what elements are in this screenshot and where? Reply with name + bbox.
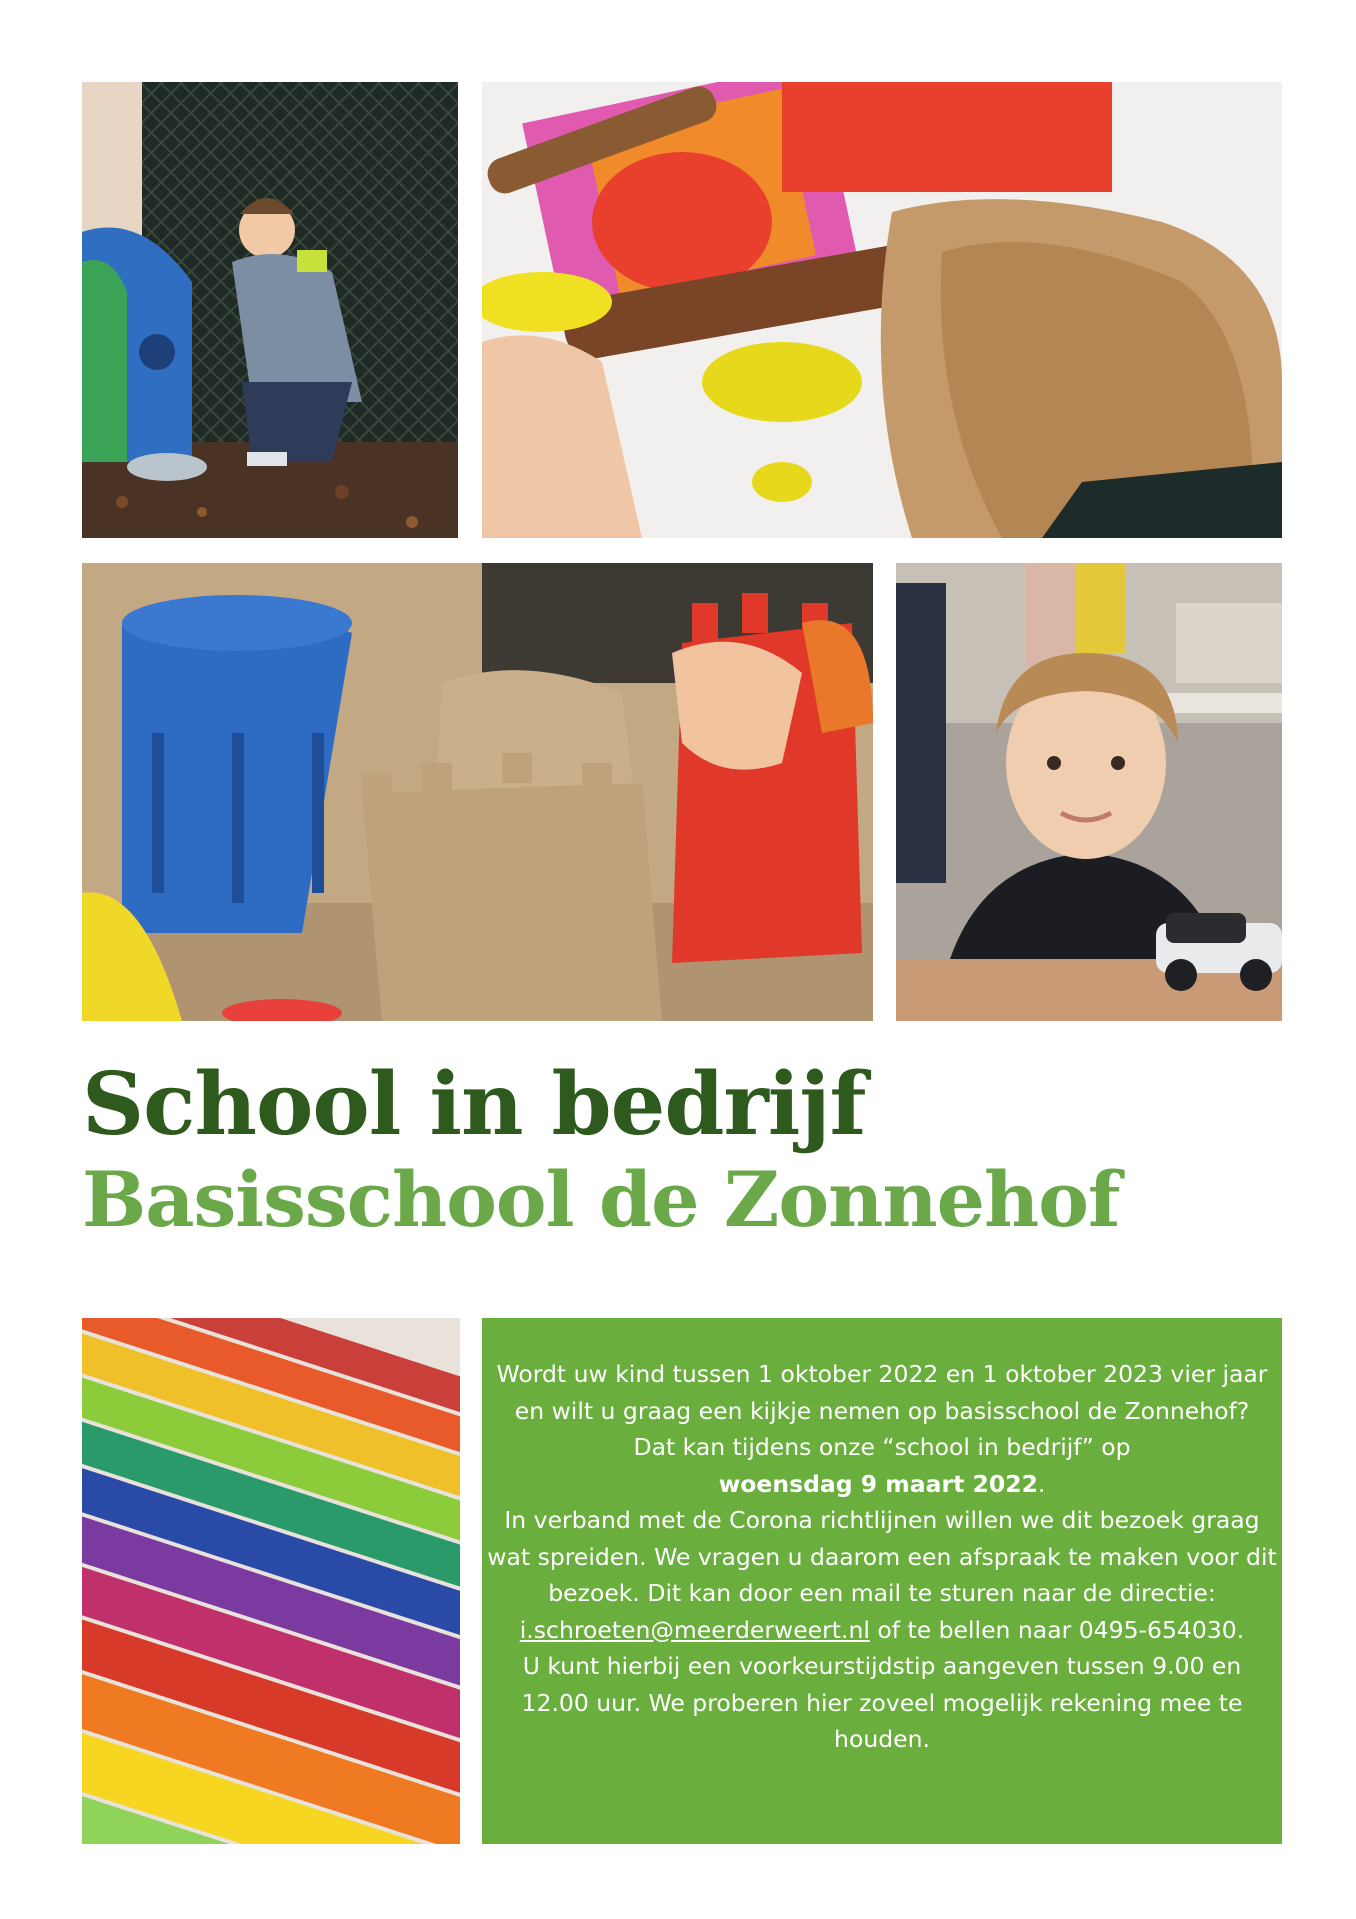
photo-xylophone xyxy=(82,1318,460,1844)
info-phone: 0495-654030. xyxy=(1078,1615,1245,1644)
page-title: School in bedrijf xyxy=(82,1054,866,1155)
info-phone-prefix: of te bellen naar xyxy=(877,1615,1072,1644)
photo-playdough xyxy=(482,82,1282,538)
info-event-line: Dat kan tijdens onze “school in bedrijf” op xyxy=(633,1433,1131,1461)
email-link[interactable]: i.schroeten@meerderweert.nl xyxy=(519,1615,870,1644)
info-event-date-line xyxy=(486,1466,1278,1503)
info-event-date: woensdag 9 maart 2022 xyxy=(718,1469,1038,1498)
photo-sandcastle xyxy=(82,563,873,1021)
info-event-date-suffix: . xyxy=(1037,1469,1046,1498)
photo-boy-portrait xyxy=(896,563,1282,1021)
page-subtitle: Basisschool de Zonnehof xyxy=(82,1155,1120,1244)
info-box xyxy=(482,1318,1282,1844)
info-corona-text: In verband met de Corona richtlijnen willen we dit bezoek graag wat spreiden. We vragen u daarom een afspraak te maken voor dit bezoek. Dit kan door een mail te sturen naar de directie: xyxy=(487,1506,1277,1607)
photo-boy-playground xyxy=(82,82,458,538)
info-intro: Wordt uw kind tussen 1 oktober 2022 en 1 oktober 2023 vier jaar en wilt u graag een kijkje nemen op basisschool de Zonnehof? xyxy=(496,1360,1268,1425)
title-block xyxy=(82,1040,1282,1244)
info-corona xyxy=(486,1502,1278,1648)
info-preference: U kunt hierbij een voorkeurstijdstip aangeven tussen 9.00 en 12.00 uur. We proberen hier zoveel mogelijk rekening mee te houden. xyxy=(521,1652,1243,1753)
